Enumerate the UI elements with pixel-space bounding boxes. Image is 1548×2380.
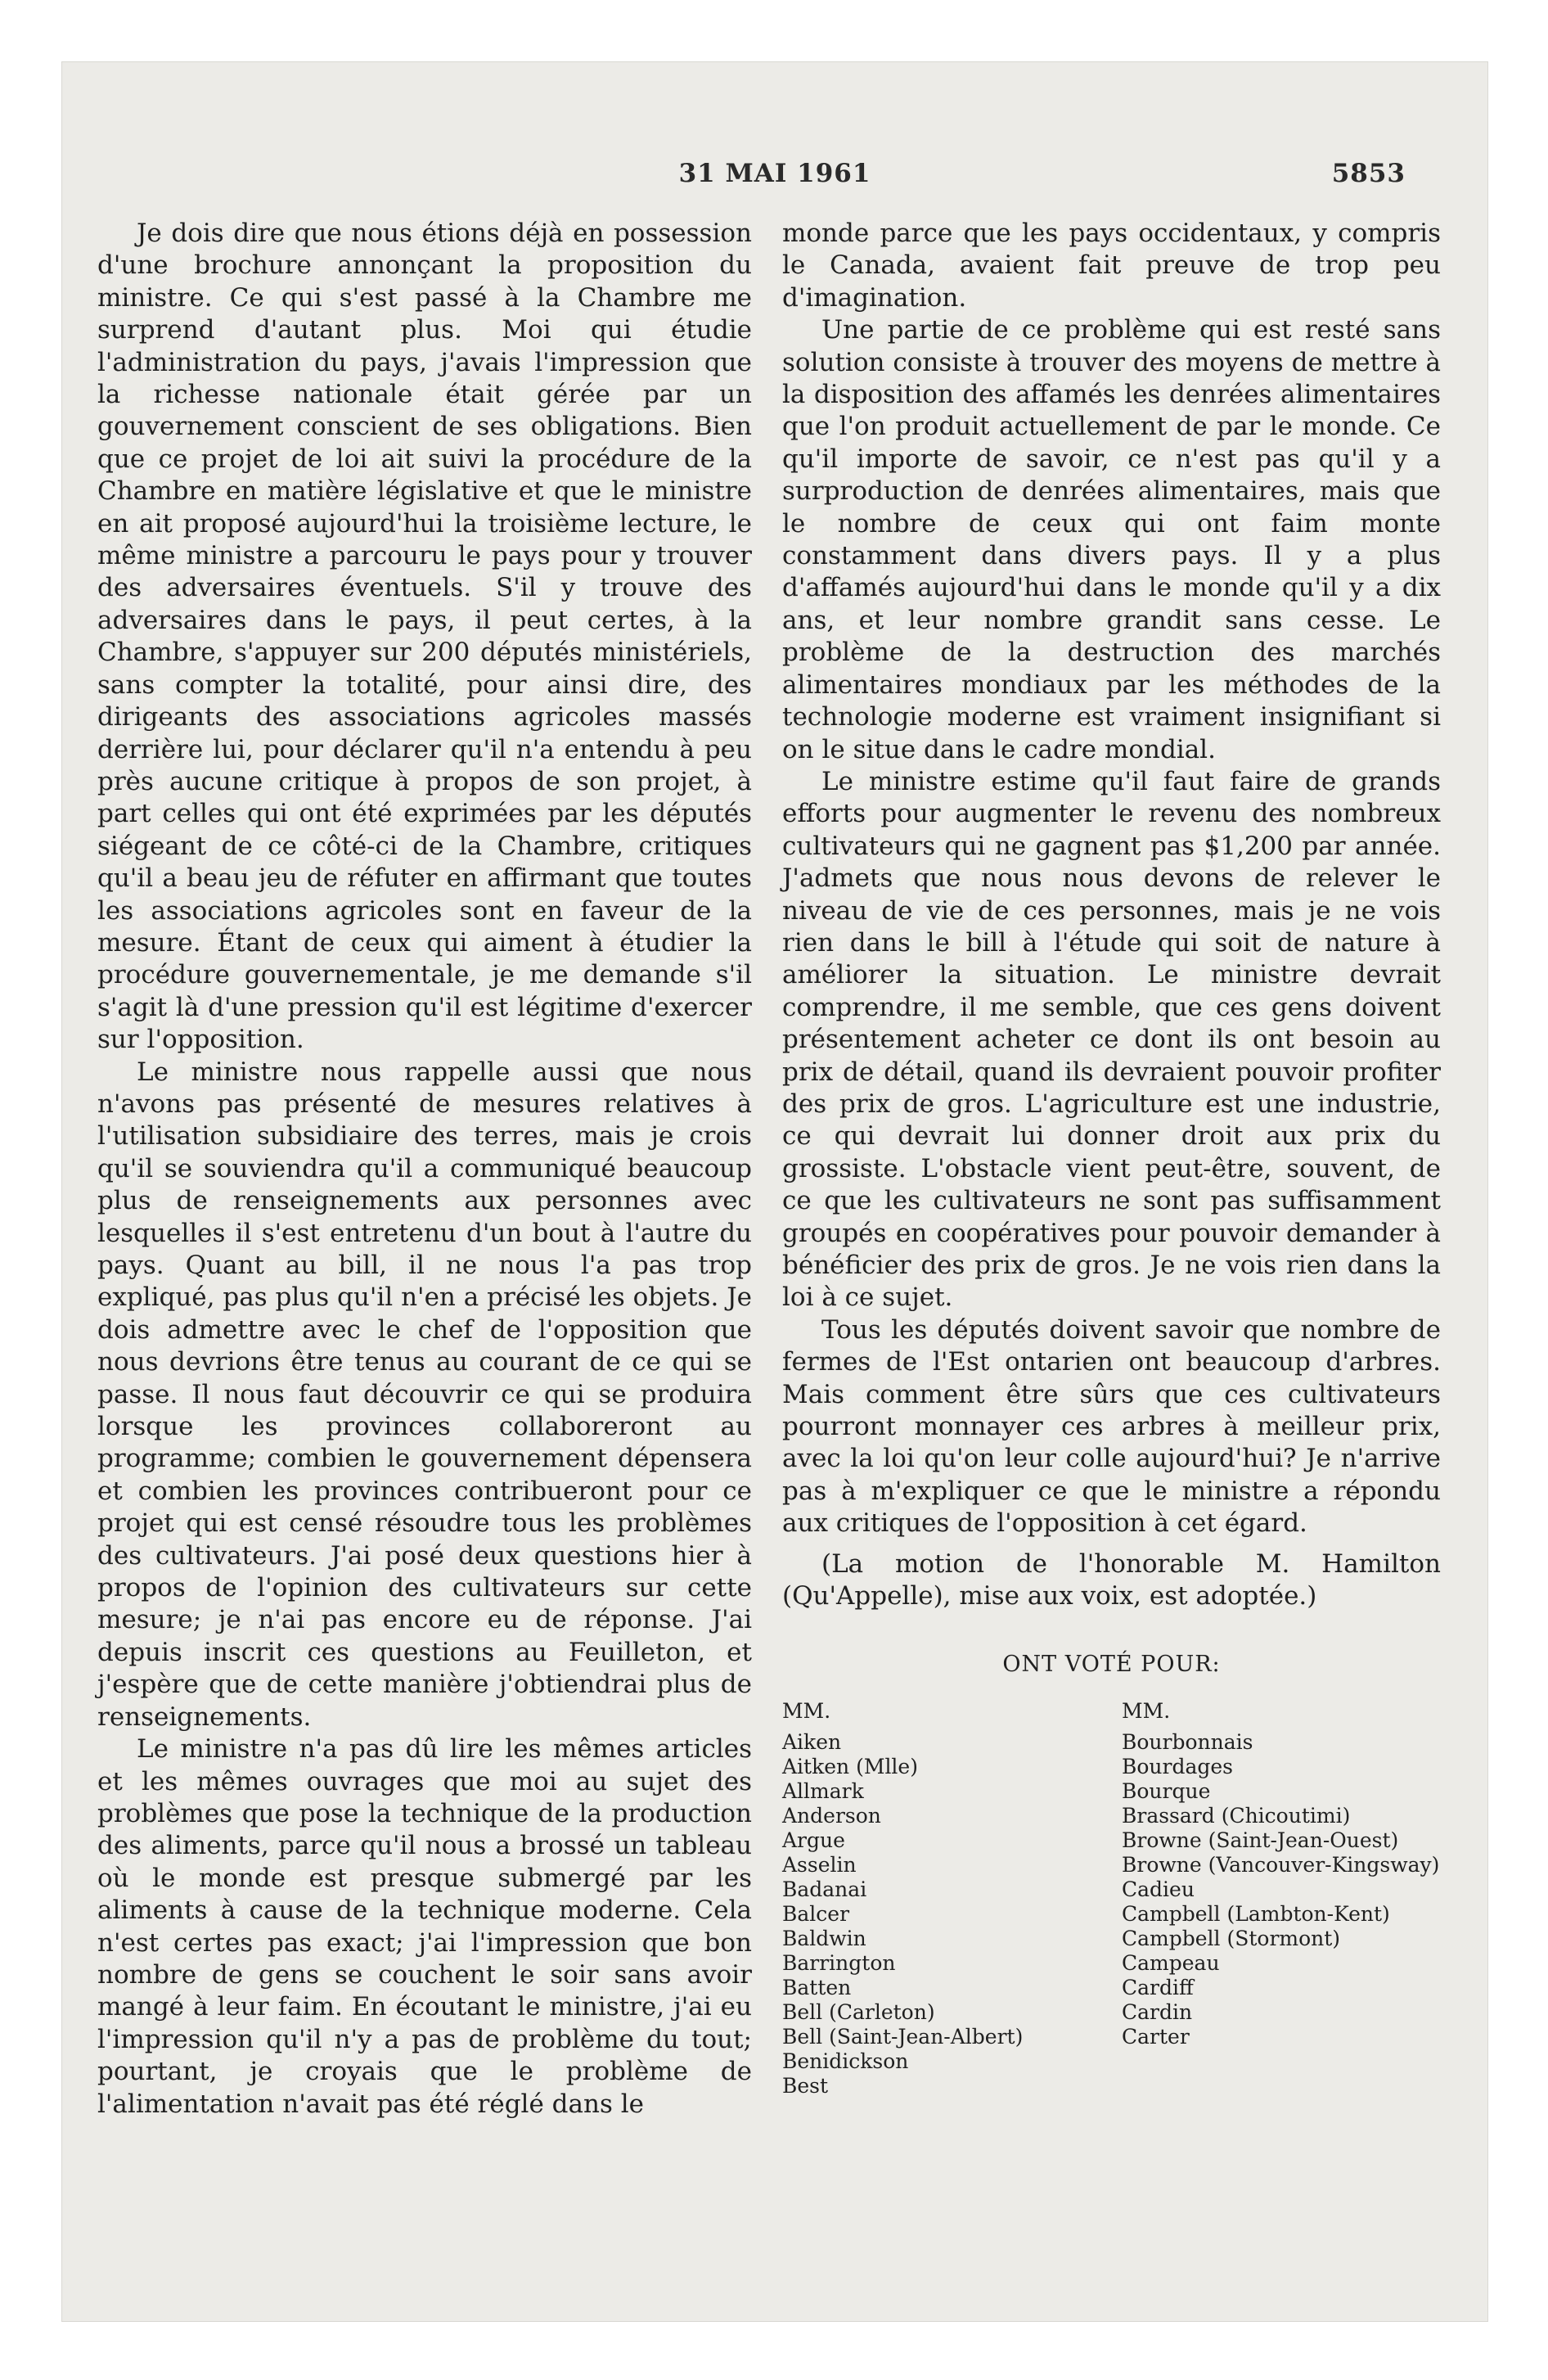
vote-heading: ONT VOTÉ POUR:	[1002, 1652, 1221, 1678]
member-name: Cardin	[1122, 1999, 1193, 2024]
member-name: Badanai	[782, 1877, 867, 1901]
vote-column-2	[1122, 1699, 1441, 2098]
paragraph: Tous les députés doivent savoir que nombre de fermes de l'Est ontarien ont beaucoup d'arbres. Mais comment être sûrs que ces cultivateurs pourront monnayer ces arbres à meilleur prix, avec la loi qu'on leur colle aujourd'hui? Je n'arrive pas à m'expliquer ce que le ministre a répondu aux critiques de l'opposition à cet égard.	[782, 1314, 1441, 1539]
member-name: Browne (Saint-Jean-Ouest)	[1122, 1828, 1399, 1852]
member-name: Campbell (Stormont)	[1122, 1926, 1341, 1950]
member-name: Allmark	[782, 1778, 864, 1803]
member-name: Browne (Vancouver-Kingsway)	[1122, 1852, 1440, 1877]
vote-column-1	[782, 1699, 1101, 2098]
member-name: Anderson	[782, 1803, 881, 1828]
scanned-page	[61, 61, 1488, 2322]
paragraph: monde parce que les pays occidentaux, y compris le Canada, avaient fait preuve de trop peu d'imagination.	[782, 219, 1441, 313]
paragraph: Une partie de ce problème qui est resté sans solution consiste à trouver des moyens de mettre à la disposition des affamés les denrées alimentaires que l'on produit actuellement de par le monde. Ce qu'il importe de savoir, ce n'est pas qu'il y a surproduction de denrées alimentaires, mais que le nombre de ceux qui ont faim monte constamment dans divers pays. Il y a plus d'affamés aujourd'hui dans le monde qu'il y a dix ans, et leur nombre grandit sans cesse. Le problème de la destruction des marchés alimentaires mondiaux par les méthodes de la technologie moderne est vraiment insignifiant si on le situe dans le cadre mondial.	[782, 315, 1441, 764]
member-name: Bourque	[1122, 1778, 1211, 1803]
member-name: Batten	[782, 1975, 852, 1999]
page-header	[62, 159, 1487, 192]
page-number: 5853	[1331, 159, 1406, 188]
member-name: Campbell (Lambton-Kent)	[1122, 1901, 1390, 1926]
member-name: Cadieu	[1122, 1877, 1195, 1901]
member-name: Aitken (Mlle)	[782, 1754, 918, 1778]
member-name: Barrington	[782, 1950, 896, 1975]
member-name: Baldwin	[782, 1926, 866, 1950]
paragraph: Le ministre estime qu'il faut faire de grands efforts pour augmenter le revenu des nombreux cultivateurs qui ne gagnent pas $1,200 par année. J'admets que nous nous devons de relever le niveau de vie de ces personnes, mais je ne vois rien dans le bill à l'étude qui soit de nature à améliorer la situation. Le ministre devrait comprendre, il me semble, que ces gens doivent présentement acheter ce dont ils ont besoin au prix de détail, quand ils devraient pouvoir profiter des prix de gros. L'agriculture est une industrie, ce qui devrait lui donner droit aux prix du grossiste. L'obstacle vient peut-être, souvent, de ce que les cultivateurs ne sont pas suffisamment groupés en coopératives pour pouvoir demander à bénéficier des prix de gros. Je ne vois rien dans la loi à ce sujet.	[782, 766, 1441, 1313]
member-name: Campeau	[1122, 1950, 1220, 1975]
member-name: Aiken	[782, 1729, 842, 1754]
right-column	[782, 218, 1441, 2098]
left-column	[97, 218, 752, 2121]
member-name: Brassard (Chicoutimi)	[1122, 1803, 1351, 1828]
vote-column-header: MM.	[782, 1698, 831, 1723]
header-date: 31 MAI 1961	[678, 159, 871, 188]
member-name: Best	[782, 2073, 829, 2098]
member-list	[782, 1730, 1101, 2098]
member-name: Carter	[1122, 2024, 1190, 2049]
member-name: Asselin	[782, 1852, 857, 1877]
member-name: Bell (Saint-Jean-Albert)	[782, 2024, 1024, 2049]
member-list	[1122, 1730, 1441, 2049]
member-name: Bell (Carleton)	[782, 1999, 935, 2024]
member-name: Bourbonnais	[1122, 1729, 1253, 1754]
member-name: Bourdages	[1122, 1754, 1234, 1778]
paragraph: Le ministre nous rappelle aussi que nous n'avons pas présenté de mesures relatives à l'utilisation subsidiaire des terres, mais je crois qu'il se souviendra qu'il a communiqué beaucoup plus de renseignements aux personnes avec lesquelles il s'est entretenu d'un bout à l'autre du pays. Quant au bill, il ne nous l'a pas trop expliqué, pas plus qu'il n'en a précisé les objets. Je dois admettre avec le chef de l'opposition que nous devrions être tenus au courant de ce qui se passe. Il nous faut découvrir ce qui se produira lorsque les provinces collaboreront au programme; combien le gouvernement dépensera et combien les provinces contribueront pour ce projet qui est censé résoudre tous les problèmes des cultivateurs. J'ai posé deux questions hier à propos de l'opinion des cultivateurs sur cette mesure; je n'ai pas encore eu de réponse. J'ai depuis inscrit ces questions au Feuilleton, et j'espère que de cette manière j'obtiendrai plus de renseignements.	[97, 1057, 752, 1732]
paragraph: Je dois dire que nous étions déjà en possession d'une brochure annonçant la proposition du ministre. Ce qui s'est passé à la Chambre me surprend d'autant plus. Moi qui étudie l'administration du pays, j'avais l'impression que la richesse nationale était gérée par un gouvernement conscient de ses obligations. Bien que ce projet de loi ait suivi la procédure de la Chambre en matière législative et que le ministre en ait proposé aujourd'hui la troisième lecture, le même ministre a parcouru le pays pour y trouver des adversaires éventuels. S'il y trouve des adversaires dans le pays, il peut certes, à la Chambre, s'appuyer sur 200 députés ministériels, sans compter la totalité, pour ainsi dire, des dirigeants des associations agricoles massés derrière lui, pour déclarer qu'il n'a entendu à peu près aucune critique à propos de son projet, à part celles qui ont été exprimées par les députés siégeant de ce côté-ci de la Chambre, critiques qu'il a beau jeu de réfuter en affirmant que toutes les associations agricoles sont en faveur de la mesure. Étant de ceux qui aiment à étudier la procédure gouvernementale, je me demande s'il s'agit là d'une pression qu'il est légitime d'exercer sur l'opposition.	[97, 219, 752, 1055]
motion-result: (La motion de l'honorable M. Hamilton (Qu'Appelle), mise aux voix, est adoptée.)	[782, 1548, 1441, 1611]
member-name: Benidickson	[782, 2049, 909, 2073]
vote-list	[782, 1699, 1441, 2098]
paragraph: Le ministre n'a pas dû lire les mêmes articles et les mêmes ouvrages que moi au sujet des problèmes que pose la technique de la production des aliments, parce qu'il nous a brossé un tableau où le monde est presque submergé par les aliments à cause de la technique moderne. Cela n'est certes pas exact; j'ai l'impression que bon nombre de gens se couchent le soir sans avoir mangé à leur faim. En écoutant le ministre, j'ai eu l'impression qu'il n'y a pas de problème du tout; pourtant, je croyais que le problème de l'alimentation n'avait pas été réglé dans le	[97, 1734, 752, 2119]
member-name: Balcer	[782, 1901, 850, 1926]
member-name: Cardiff	[1122, 1975, 1194, 1999]
vote-column-header: MM.	[1122, 1698, 1171, 1723]
member-name: Argue	[782, 1828, 845, 1852]
